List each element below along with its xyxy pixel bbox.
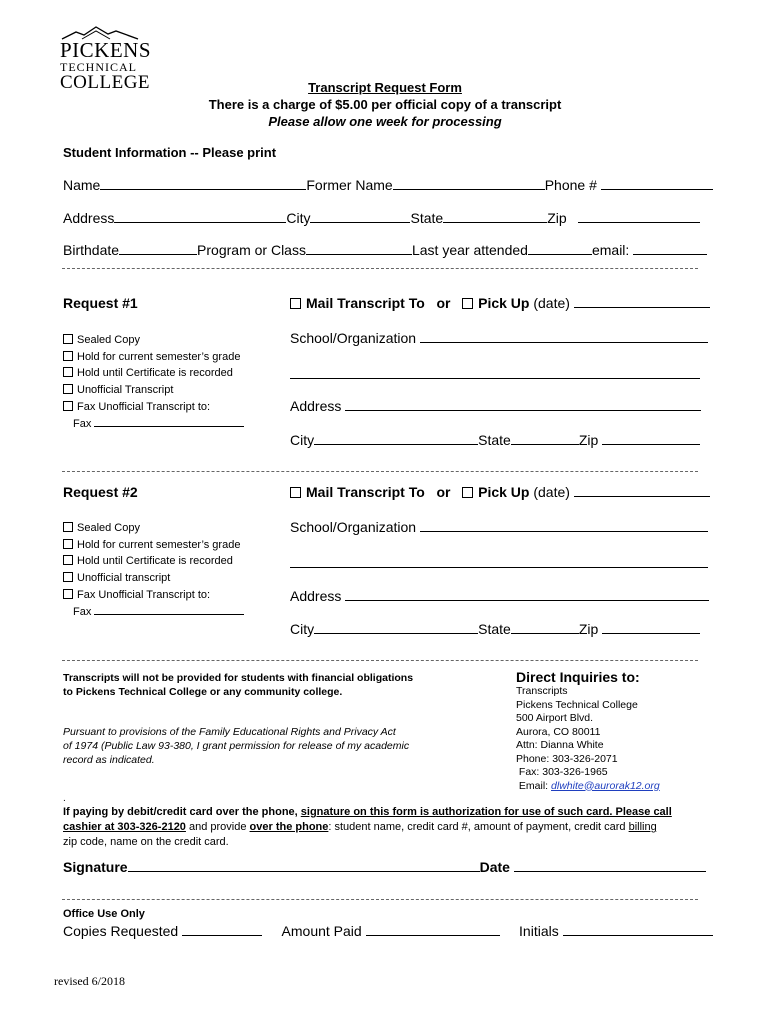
student-row-1 [63,177,713,193]
student-row-3 [63,242,707,258]
divider [62,268,698,269]
request-2-delivery: Mail Transcript To or Pick Up (date) [290,484,710,500]
zip-field[interactable] [602,432,700,445]
fax-label: Fax [73,605,92,618]
request-2-school-line-2 [290,555,708,573]
fax-field[interactable] [94,416,244,427]
office-use-row [63,923,713,939]
address-label: Address [290,398,342,414]
dot: . [63,793,66,804]
request-1-school-row [290,330,708,346]
city-label: City [286,210,311,226]
address-field[interactable] [114,210,286,223]
logo-line-2: TECHNICAL [60,60,137,74]
pickup-checkbox[interactable] [462,487,473,498]
former-name-label: Former Name [306,177,393,193]
option-hold-certificate[interactable]: Hold until Certificate is recorded [63,553,244,570]
request-1-options [63,332,244,432]
logo-line-1: PICKENS [60,38,152,62]
checkbox[interactable] [63,351,73,361]
request-2-school-row [290,519,708,535]
address-label: Address [290,588,342,604]
request-2-address-row [290,588,709,604]
copies-field[interactable] [182,923,262,936]
birthdate-field[interactable] [119,242,197,255]
name-field[interactable] [100,177,306,190]
state-field[interactable] [443,210,547,223]
mail-checkbox[interactable] [290,487,301,498]
request-1-city-row [290,432,700,448]
city-label: City [290,621,315,637]
fax-label: Fax [73,417,92,430]
amount-label: Amount Paid [281,923,362,939]
program-field[interactable] [306,242,412,255]
checkbox[interactable] [63,555,73,565]
last-year-field[interactable] [528,242,592,255]
address-field[interactable] [345,588,709,601]
pickup-date-field[interactable] [574,484,710,497]
checkbox[interactable] [63,334,73,344]
financial-notice: Transcripts will not be provided for students with financial obligations to Pickens Technical College or any community college. [63,672,414,698]
request-1-title: Request #1 [63,295,138,311]
student-info-heading: Student Information -- Please print [63,145,277,160]
divider [62,660,698,661]
student-row-2 [63,210,700,226]
checkbox[interactable] [63,401,73,411]
signature-row [63,859,706,875]
email-label: email: [591,242,630,258]
option-unofficial[interactable]: Unofficial transcript [63,570,244,587]
option-fax[interactable]: Fax Unofficial Transcript to: [63,399,244,416]
city-label: City [290,432,315,448]
pickup-checkbox[interactable] [462,298,473,309]
school-field-2[interactable] [290,366,700,379]
mail-checkbox[interactable] [290,298,301,309]
city-field[interactable] [314,432,478,445]
divider [62,471,698,472]
zip-label: Zip [578,432,599,448]
request-2-options [63,520,244,620]
phone-field[interactable] [601,177,713,190]
address-label: Address [63,210,115,226]
initials-label: Initials [519,923,559,939]
checkbox[interactable] [63,367,73,377]
email-field[interactable] [633,242,707,255]
last-year-label: Last year attended [411,242,528,258]
school-label: School/Organization [290,519,417,535]
state-field[interactable] [511,432,579,445]
request-1-address-row [290,398,701,414]
form-title: Transcript Request Form [308,80,462,95]
name-label: Name [63,177,101,193]
logo-line-3: COLLEGE [60,72,151,93]
checkbox[interactable] [63,539,73,549]
email-link[interactable]: dlwhite@aurorak12.org [551,779,660,792]
request-2-city-row [290,621,700,637]
city-field[interactable] [310,210,410,223]
pickup-date-field[interactable] [574,295,710,308]
school-field[interactable] [420,330,708,343]
date-label: Date [479,859,510,875]
inquiries-contact: Transcripts Pickens Technical College 500 Airport Blvd. Aurora, CO 80011 Attn: Dianna White Phone: 303-326-2071 Fax: 303-326-1965 Email: dlwhite@aurorak12.org [516,685,660,792]
school-field-2[interactable] [290,555,708,568]
checkbox[interactable] [63,572,73,582]
divider [62,899,698,900]
charge-notice: There is a charge of $5.00 per official copy of a transcript [208,97,562,112]
request-1-school-line-2 [290,366,700,384]
payment-notice: If paying by debit/credit card over the phone, signature on this form is authorization for use of such card. Please call cashier at 303-326-2120 and provide over the phone: student name, credit card #, amount of payment, credit card billing zip code, name on the credit card. [63,806,672,848]
request-2-title: Request #2 [63,484,138,500]
checkbox[interactable] [63,384,73,394]
checkbox[interactable] [63,522,73,532]
option-hold-semester[interactable]: Hold for current semester’s grade [63,537,244,554]
option-unofficial[interactable]: Unofficial Transcript [63,382,244,399]
birthdate-label: Birthdate [63,242,120,258]
former-name-field[interactable] [393,177,545,190]
checkbox[interactable] [63,589,73,599]
office-use-heading: Office Use Only [63,908,145,920]
zip-field[interactable] [578,210,700,223]
state-label: State [478,432,511,448]
option-sealed[interactable]: Sealed Copy [63,332,244,349]
option-sealed[interactable]: Sealed Copy [63,520,244,537]
revision-note: revised 6/2018 [54,974,125,988]
inquiries-heading: Direct Inquiries to: [516,669,640,685]
phone-label: Phone # [544,177,597,193]
fax-field[interactable] [94,604,244,615]
signature-field[interactable] [128,859,480,872]
zip-label: Zip [578,621,599,637]
school-label: School/Organization [290,330,417,346]
state-label: State [410,210,444,226]
initials-field[interactable] [563,923,713,936]
ferpa-notice: Pursuant to provisions of the Family Educational Rights and Privacy Act of 1974 (Public Law 93-380, I grant permission for release of my academic record as indicated. [63,726,410,766]
processing-notice: Please allow one week for processing [268,114,502,129]
zip-label: Zip [547,210,567,226]
signature-label: Signature [63,859,128,875]
option-fax[interactable]: Fax Unofficial Transcript to: [63,587,244,604]
request-1-delivery: Mail Transcript To or Pick Up (date) [290,295,710,311]
state-field[interactable] [511,621,579,634]
program-label: Program or Class [197,242,306,258]
address-field[interactable] [345,398,701,411]
state-label: State [478,621,511,637]
school-field[interactable] [420,519,708,532]
city-field[interactable] [314,621,478,634]
option-hold-semester[interactable]: Hold for current semester’s grade [63,349,244,366]
amount-field[interactable] [366,923,500,936]
copies-label: Copies Requested [63,923,179,939]
zip-field[interactable] [602,621,700,634]
option-hold-certificate[interactable]: Hold until Certificate is recorded [63,365,244,382]
date-field[interactable] [514,859,706,872]
